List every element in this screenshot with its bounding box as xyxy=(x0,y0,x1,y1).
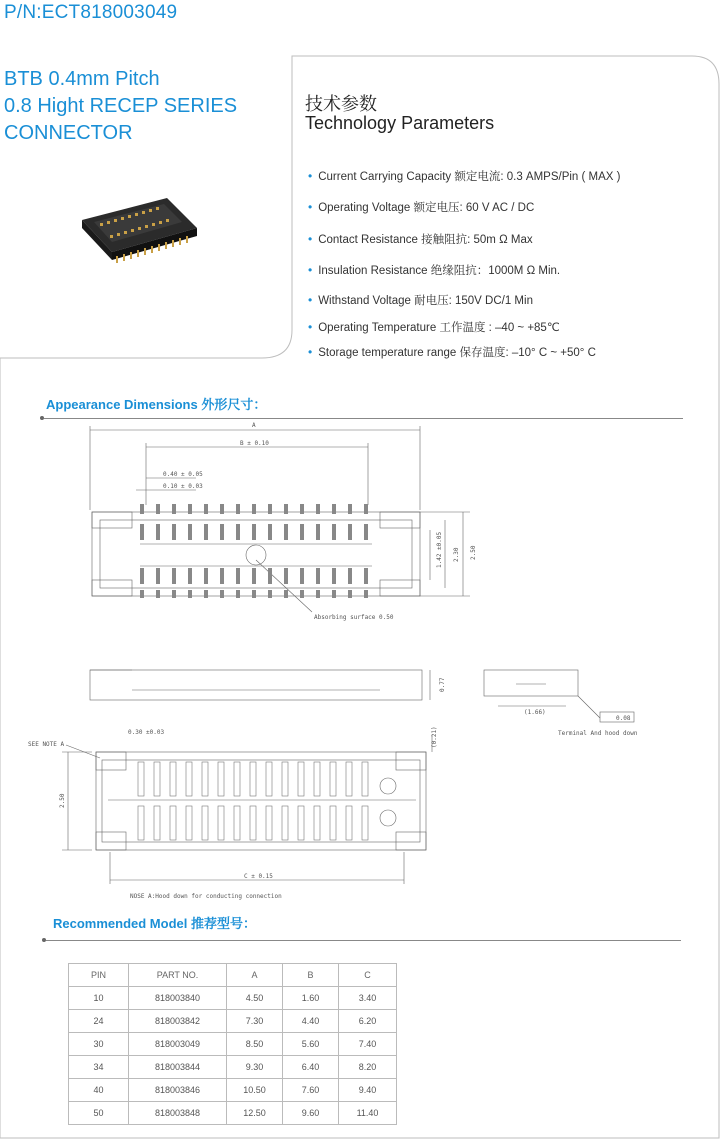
bullet-icon: • xyxy=(308,200,313,214)
dim-230: 2.30 xyxy=(453,547,460,562)
connector-product-image xyxy=(72,190,202,270)
bullet-icon: • xyxy=(308,345,313,359)
series-line-2: 0.8 Hight RECEP SERIES xyxy=(4,95,238,117)
section-divider xyxy=(44,418,683,419)
dim-142: 1.42 ±0.05 xyxy=(436,531,443,568)
part-number: P/N:ECT818003049 xyxy=(4,2,178,23)
see-note-label: SEE NOTE A xyxy=(28,741,65,748)
table-row: 10 818003840 4.50 1.60 3.40 xyxy=(69,987,397,1010)
dim-166: (1.66) xyxy=(524,709,546,716)
table-row: 40 818003846 10.50 7.60 9.40 xyxy=(69,1079,397,1102)
col-part: PART NO. xyxy=(129,964,227,987)
param-item: • Current Carrying Capacity 额定电流: 0.3 AMPS/Pin ( MAX ) xyxy=(308,169,621,183)
dim-c: C ± 0.15 xyxy=(244,873,273,880)
bullet-icon: • xyxy=(308,232,313,246)
dim-077: 0.77 xyxy=(439,677,446,692)
appearance-title: Appearance Dimensions 外形尺寸： xyxy=(46,397,267,412)
table-row: 30 818003049 8.50 5.60 7.40 xyxy=(69,1033,397,1056)
param-item: • Storage temperature range 保存温度: –10° C ~ +50° C xyxy=(308,345,596,359)
dimension-drawing xyxy=(0,420,723,910)
dim-flatness: 0.08 xyxy=(616,715,631,722)
table-row: 34 818003844 9.30 6.40 8.20 xyxy=(69,1056,397,1079)
col-c: C xyxy=(339,964,397,987)
table-header-row xyxy=(69,964,397,987)
series-title xyxy=(4,66,237,147)
dim-021: (0.21) xyxy=(431,726,438,748)
bullet-icon: • xyxy=(308,169,313,183)
series-line-1: BTB 0.4mm Pitch xyxy=(4,68,160,90)
param-item: • Withstand Voltage 耐电压: 150V DC/1 Min xyxy=(308,293,533,307)
param-item: • Operating Temperature 工作温度 : –40 ~ +85℃ xyxy=(308,320,560,334)
dim-030: 0.30 ±0.03 xyxy=(128,729,165,736)
param-item: • Insulation Resistance 绝缘阻抗：1000M Ω Min. xyxy=(308,263,561,277)
dim-a: A xyxy=(252,422,256,429)
dim-pin-width: 0.10 ± 0.03 xyxy=(163,483,203,490)
col-b: B xyxy=(283,964,339,987)
hood-note: NOSE A:Hood down for conducting connection xyxy=(130,893,282,900)
col-a: A xyxy=(227,964,283,987)
bullet-icon: • xyxy=(308,320,313,334)
tech-params-title-cn: 技术参数 xyxy=(305,94,377,114)
series-line-3: CONNECTOR xyxy=(4,122,133,144)
section-divider xyxy=(46,940,681,941)
models-title: Recommended Model 推荐型号： xyxy=(53,916,256,931)
table-row: 24 818003842 7.30 4.40 6.20 xyxy=(69,1010,397,1033)
dim-pitch: 0.40 ± 0.05 xyxy=(163,471,203,478)
dim-250-bottom: 2.50 xyxy=(59,793,66,808)
param-item: • Contact Resistance 接触阻抗: 50m Ω Max xyxy=(308,232,533,246)
dim-b: B ± 0.10 xyxy=(240,440,269,447)
col-pin: PIN xyxy=(69,964,129,987)
dim-absorb: Absorbing surface 0.50 xyxy=(314,614,394,621)
bullet-icon: • xyxy=(308,293,313,307)
terminal-note: Terminal And hood down xyxy=(558,730,638,737)
param-item: • Operating Voltage 额定电压: 60 V AC / DC xyxy=(308,200,535,214)
dim-250: 2.50 xyxy=(470,545,477,560)
table-row: 50 818003848 12.50 9.60 11.40 xyxy=(69,1102,397,1125)
bullet-icon: • xyxy=(308,263,313,277)
models-table xyxy=(68,963,397,1125)
tech-params-title-en: Technology Parameters xyxy=(305,113,495,133)
